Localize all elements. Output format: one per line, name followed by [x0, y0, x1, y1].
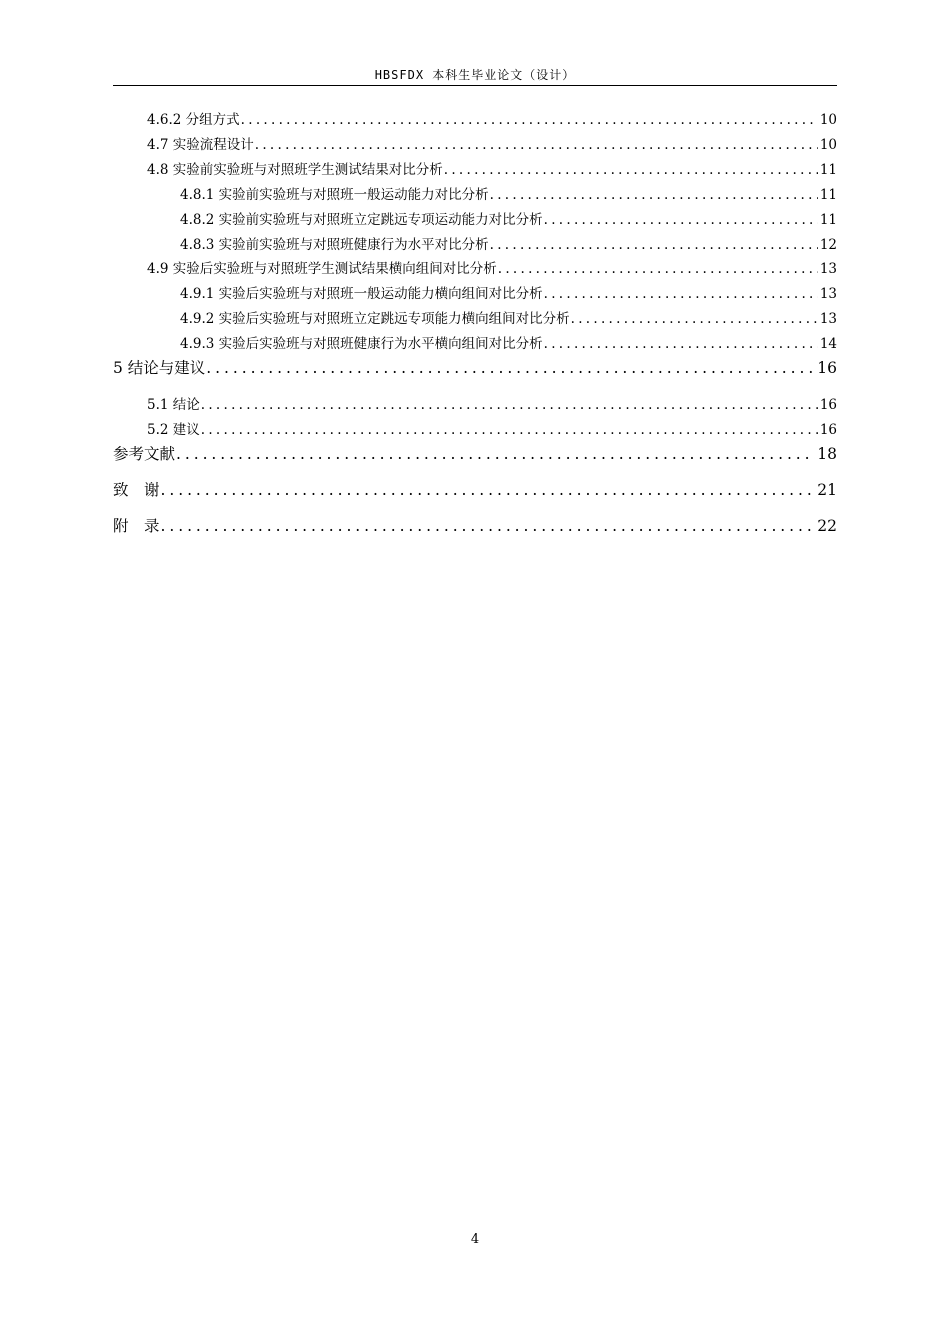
toc-entry-page: 14	[819, 336, 837, 352]
toc-entry[interactable]	[180, 208, 837, 228]
toc-leader	[543, 336, 818, 352]
toc-entry[interactable]	[113, 478, 837, 500]
toc-entry[interactable]	[147, 108, 837, 128]
toc-entry[interactable]	[147, 418, 837, 438]
page-number: 4	[470, 1232, 480, 1247]
header-rule	[113, 85, 837, 86]
toc-leader	[200, 422, 818, 438]
toc-leader	[175, 445, 815, 463]
toc-leader	[254, 137, 818, 153]
toc-entry[interactable]	[180, 282, 837, 302]
toc-leader	[497, 261, 818, 277]
toc-entry-page: 11	[819, 187, 837, 203]
toc-entry-label: 4.8 实验前实验班与对照班学生测试结果对比分析	[147, 162, 443, 178]
toc-entry-label: 4.6.2 分组方式	[147, 112, 240, 128]
toc-entry[interactable]	[147, 257, 837, 277]
toc-entry-page: 11	[819, 212, 837, 228]
toc-leader	[240, 112, 818, 128]
toc-leader	[205, 359, 815, 377]
toc-leader	[160, 517, 816, 535]
toc-leader	[543, 212, 818, 228]
toc-entry-page: 16	[819, 422, 837, 438]
page-header: HBSFDX 本科生毕业论文（设计）	[374, 68, 576, 82]
toc-entry-page: 16	[819, 397, 837, 413]
toc-entry-page: 13	[819, 311, 837, 327]
toc-entry-page: 10	[819, 112, 837, 128]
toc-entry-page: 13	[819, 261, 837, 277]
toc-entry-label: 5.1 结论	[147, 397, 200, 413]
toc-leader	[200, 397, 818, 413]
toc-entry-page: 16	[817, 359, 837, 377]
toc-leader	[489, 237, 818, 253]
toc-entry[interactable]	[113, 442, 837, 464]
toc-entry[interactable]	[147, 158, 837, 178]
toc-entry-page: 12	[819, 237, 837, 253]
toc-entry-label: 4.8.1 实验前实验班与对照班一般运动能力对比分析	[180, 187, 489, 203]
toc-entry-page: 18	[817, 445, 837, 463]
toc-leader	[160, 481, 816, 499]
toc-entry-label: 4.8.3 实验前实验班与对照班健康行为水平对比分析	[180, 237, 489, 253]
toc-leader	[543, 286, 818, 302]
toc-entry-label: 4.8.2 实验前实验班与对照班立定跳远专项运动能力对比分析	[180, 212, 543, 228]
toc-entry[interactable]	[180, 183, 837, 203]
toc-entry-label: 4.7 实验流程设计	[147, 137, 254, 153]
toc-entry-label: 5 结论与建议	[113, 359, 206, 377]
toc-entry-page: 10	[819, 137, 837, 153]
toc-entry[interactable]	[180, 307, 837, 327]
toc-entry[interactable]	[113, 514, 837, 536]
toc-entry-label: 5.2 建议	[147, 422, 200, 438]
toc-entry-label: 参考文献	[113, 445, 176, 463]
toc-leader	[489, 187, 818, 203]
toc-entry-page: 13	[819, 286, 837, 302]
toc-leader	[570, 311, 818, 327]
toc-entry[interactable]	[180, 332, 837, 352]
toc-entry-label: 致 谢	[113, 481, 160, 499]
toc-leader	[443, 162, 818, 178]
toc-entry-label: 4.9.2 实验后实验班与对照班立定跳远专项能力横向组间对比分析	[180, 311, 570, 327]
toc-entry-page: 22	[817, 517, 837, 535]
toc-entry[interactable]	[147, 393, 837, 413]
toc-entry-label: 4.9 实验后实验班与对照班学生测试结果横向组间对比分析	[147, 261, 497, 277]
toc-entry[interactable]	[180, 233, 837, 253]
toc-entry-page: 11	[819, 162, 837, 178]
toc-entry-label: 4.9.3 实验后实验班与对照班健康行为水平横向组间对比分析	[180, 336, 543, 352]
toc-entry-label: 附 录	[113, 517, 160, 535]
toc-entry[interactable]	[113, 356, 837, 378]
toc-entry[interactable]	[147, 133, 837, 153]
toc-entry-page: 21	[817, 481, 837, 499]
toc-entry-label: 4.9.1 实验后实验班与对照班一般运动能力横向组间对比分析	[180, 286, 543, 302]
